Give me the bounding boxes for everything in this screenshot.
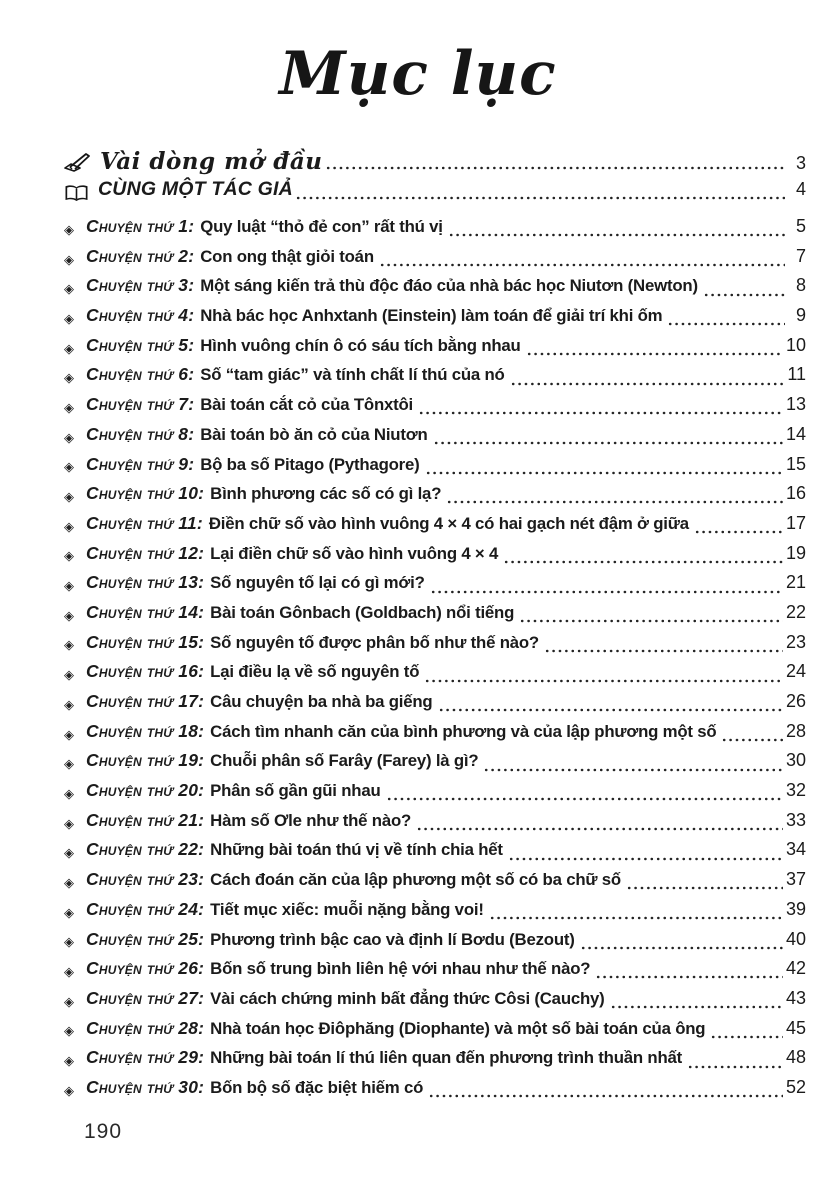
- dot-leader: [610, 988, 783, 1018]
- dot-leader: [687, 1047, 783, 1077]
- toc-entry-page: 22: [785, 601, 806, 622]
- toc-entry-row: [64, 780, 806, 810]
- dot-leader: [721, 721, 783, 751]
- toc-entry-page: 42: [785, 958, 806, 979]
- toc-entry-row: [64, 335, 806, 365]
- toc-entry-prefix: Chuyện thứ 15:: [86, 631, 205, 652]
- toc-entry-row: [64, 929, 806, 959]
- toc-entry-title: Phân số gần gũi nhau: [210, 781, 381, 801]
- dot-leader: [489, 899, 783, 929]
- toc-entry-row: [64, 1047, 806, 1077]
- toc-entry-title: Những bài toán thú vị về tính chia hết: [210, 840, 503, 860]
- diamond-bullet-icon: ◈: [64, 667, 74, 683]
- toc-entry-page: 26: [785, 691, 806, 711]
- toc-entry-row: [64, 869, 806, 899]
- diamond-bullet-icon: ◈: [64, 874, 74, 890]
- toc-entry-page: 7: [795, 245, 806, 266]
- writing-hand-icon: [64, 152, 91, 174]
- toc-entry-page: 39: [785, 898, 806, 919]
- toc-entry-row: [64, 721, 806, 751]
- dot-leader: [379, 246, 785, 276]
- toc-entry-prefix: Chuyện thứ 13:: [86, 572, 205, 593]
- toc-entry-title: Hàm số Ơle như thế nào?: [210, 810, 412, 830]
- toc-entry-title: Câu chuyện ba nhà ba giếng: [210, 692, 433, 711]
- front-matter-list: [64, 148, 806, 208]
- toc-entry-row: [64, 483, 806, 513]
- toc-entry-page: 43: [785, 987, 806, 1008]
- toc-entry-row: [64, 216, 806, 246]
- toc-entry-prefix: Chuyện thứ 21:: [86, 809, 205, 830]
- toc-entry-page: 33: [785, 809, 806, 830]
- toc-entry-page: 24: [785, 661, 806, 682]
- diamond-bullet-icon: ◈: [64, 637, 74, 653]
- toc-entry-prefix: Chuyện thứ 1:: [86, 216, 195, 236]
- toc-entry-prefix: Chuyện thứ 24:: [86, 898, 205, 919]
- toc-entry-row: [64, 305, 806, 335]
- toc-entry-row: [64, 394, 806, 424]
- toc-entry-title: Bình phương các số có gì lạ?: [210, 484, 442, 504]
- diamond-bullet-icon: ◈: [64, 726, 74, 742]
- toc-entry-page: 8: [795, 275, 806, 296]
- diamond-bullet-icon: ◈: [64, 756, 74, 772]
- toc-entry-title: Cách tìm nhanh căn của bình phương và của lập phương một số: [210, 721, 717, 741]
- diamond-bullet-icon: ◈: [64, 993, 74, 1009]
- front-matter-row: [64, 148, 806, 178]
- dot-leader: [519, 602, 783, 632]
- diamond-bullet-icon: ◈: [64, 845, 74, 861]
- toc-entry-prefix: Chuyện thứ 11:: [86, 512, 203, 533]
- toc-entry-row: [64, 691, 806, 721]
- dot-leader: [703, 275, 785, 305]
- toc-entry-page: 19: [785, 542, 806, 563]
- toc-entry-title: Lại điều lạ về số nguyên tố: [210, 662, 420, 682]
- toc-entry-page: 13: [785, 394, 806, 415]
- toc-entry-prefix: Chuyện thứ 4:: [86, 305, 195, 326]
- toc-entry-prefix: Chuyện thứ 19:: [86, 750, 205, 771]
- toc-entry-prefix: Chuyện thứ 8:: [86, 423, 195, 444]
- toc-entry-title: Cách đoán căn của lập phương một số có ba chữ số: [210, 870, 621, 890]
- toc-entry-title: Bốn bộ số đặc biệt hiếm có: [210, 1077, 424, 1097]
- toc-entry-title: Nhà toán học Điôphăng (Diophante) và một số bài toán của ông: [210, 1018, 706, 1038]
- toc-entry-row: [64, 424, 806, 454]
- toc-entry-row: [64, 750, 806, 780]
- toc-entry-row: [64, 632, 806, 662]
- toc-entry-page: 45: [785, 1017, 806, 1038]
- toc-entry-prefix: Chuyện thứ 2:: [86, 245, 195, 266]
- diamond-bullet-icon: ◈: [64, 429, 74, 445]
- toc-entry-title: Bài toán cắt cỏ của Tônxtôi: [200, 395, 414, 415]
- diamond-bullet-icon: ◈: [64, 518, 74, 534]
- dot-leader: [544, 632, 783, 662]
- toc-entry-prefix: Chuyện thứ 5:: [86, 334, 195, 355]
- toc-entry-page: 10: [785, 334, 806, 355]
- toc-entry-prefix: Chuyện thứ 20:: [86, 780, 205, 801]
- toc-entry-row: [64, 1018, 806, 1048]
- toc-entry-page: 11: [787, 364, 806, 385]
- toc-entry-prefix: Chuyện thứ 22:: [86, 839, 205, 860]
- front-matter-page: 3: [795, 153, 806, 173]
- toc-entry-title: Nhà bác học Anhxtanh (Einstein) làm toán để giải trí khi ốm: [200, 306, 663, 326]
- toc-entry-row: [64, 513, 806, 543]
- toc-entry-prefix: Chuyện thứ 27:: [86, 987, 205, 1008]
- toc-entry-title: Lại điền chữ số vào hình vuông 4 × 4: [210, 543, 499, 563]
- toc-entry-title: Điền chữ số vào hình vuông 4 × 4 có hai gạch nét đậm ở giữa: [208, 513, 689, 533]
- toc-entry-page: 16: [785, 483, 806, 504]
- dot-leader: [430, 572, 783, 602]
- toc-entry-row: [64, 988, 806, 1018]
- dot-leader: [526, 335, 783, 365]
- toc-entry-title: Bốn số trung bình liên hệ với nhau như thế nào?: [210, 959, 591, 979]
- toc-entry-page: 40: [785, 928, 806, 949]
- dot-leader: [438, 691, 783, 721]
- dot-leader: [428, 1077, 783, 1107]
- diamond-bullet-icon: ◈: [64, 399, 74, 415]
- table-of-contents: [64, 148, 806, 1107]
- toc-entry-page: 15: [785, 453, 806, 474]
- page-title: Mục lục: [279, 39, 557, 109]
- front-matter-row: [64, 178, 806, 208]
- diamond-bullet-icon: ◈: [64, 815, 74, 831]
- toc-entry-title: Bài toán Gônbach (Goldbach) nổi tiếng: [210, 602, 515, 622]
- diamond-bullet-icon: ◈: [64, 904, 74, 920]
- toc-entry-title: Vài cách chứng minh bất đẳng thức Côsi (Cauchy): [210, 988, 605, 1008]
- dot-leader: [386, 780, 783, 810]
- toc-entry-row: [64, 602, 806, 632]
- toc-entry-page: 37: [785, 869, 806, 890]
- front-matter-label: CÙNG MỘT TÁC GIẢ: [98, 178, 293, 200]
- diamond-bullet-icon: ◈: [64, 221, 74, 237]
- toc-entry-title: Bộ ba số Pitago (Pythagore): [200, 454, 420, 474]
- dot-leader: [580, 929, 783, 959]
- toc-entry-title: Bài toán bò ăn cỏ của Niutơn: [200, 424, 428, 444]
- toc-entry-title: Chuỗi phân số Farây (Farey) là gì?: [210, 751, 479, 771]
- dot-leader: [483, 750, 783, 780]
- diamond-bullet-icon: ◈: [64, 251, 74, 267]
- diamond-bullet-icon: ◈: [64, 281, 74, 297]
- toc-entry-title: Số nguyên tố được phân bố như thế nào?: [210, 632, 539, 652]
- toc-entry-prefix: Chuyện thứ 12:: [86, 542, 205, 563]
- toc-entry-prefix: Chuyện thứ 28:: [86, 1017, 205, 1038]
- toc-entry-page: 32: [785, 780, 806, 801]
- toc-entry-row: [64, 839, 806, 869]
- front-matter-page: 4: [795, 179, 806, 199]
- diamond-bullet-icon: ◈: [64, 310, 74, 326]
- toc-entry-page: 28: [785, 720, 806, 741]
- diamond-bullet-icon: ◈: [64, 548, 74, 564]
- dot-leader: [710, 1018, 783, 1048]
- toc-entry-title: Hình vuông chín ô có sáu tích bằng nhau: [200, 335, 521, 355]
- toc-entry-prefix: Chuyện thứ 18:: [86, 720, 205, 741]
- diamond-bullet-icon: ◈: [64, 1053, 74, 1069]
- toc-entry-prefix: Chuyện thứ 6:: [86, 364, 195, 385]
- dot-leader: [626, 869, 783, 899]
- dot-leader: [425, 454, 783, 484]
- toc-entry-prefix: Chuyện thứ 23:: [86, 869, 205, 890]
- toc-entry-row: [64, 958, 806, 988]
- dot-leader: [295, 178, 785, 208]
- toc-entry-page: 30: [785, 750, 806, 771]
- toc-entry-page: 21: [785, 572, 806, 593]
- toc-entry-row: [64, 364, 806, 394]
- diamond-bullet-icon: ◈: [64, 964, 74, 980]
- dot-leader: [416, 810, 783, 840]
- dot-leader: [595, 958, 783, 988]
- toc-entry-page: 48: [785, 1047, 806, 1068]
- dot-leader: [448, 216, 785, 246]
- toc-entry-title: Số nguyên tố lại có gì mới?: [210, 573, 425, 593]
- dot-leader: [446, 483, 783, 513]
- toc-entry-row: [64, 246, 806, 276]
- diamond-bullet-icon: ◈: [64, 370, 74, 386]
- diamond-bullet-icon: ◈: [64, 696, 74, 712]
- dot-leader: [424, 661, 783, 691]
- page-number: 190: [84, 1120, 123, 1143]
- toc-entry-prefix: Chuyện thứ 26:: [86, 958, 205, 979]
- toc-entry-row: [64, 899, 806, 929]
- toc-entry-title: Quy luật “thỏ đẻ con” rất thú vị: [200, 217, 443, 236]
- dot-leader: [433, 424, 783, 454]
- diamond-bullet-icon: ◈: [64, 607, 74, 623]
- toc-entry-title: Số “tam giác” và tính chất lí thú của nó: [200, 365, 505, 385]
- toc-entry-page: 17: [785, 512, 806, 533]
- dot-leader: [508, 839, 783, 869]
- dot-leader: [503, 543, 783, 573]
- open-book-icon: [64, 184, 89, 203]
- toc-entry-row: [64, 543, 806, 573]
- diamond-bullet-icon: ◈: [64, 1023, 74, 1039]
- toc-entry-page: 52: [785, 1076, 806, 1097]
- toc-entry-prefix: Chuyện thứ 17:: [86, 691, 205, 711]
- toc-entry-page: 34: [785, 839, 806, 860]
- toc-entry-row: [64, 454, 806, 484]
- toc-entry-row: [64, 275, 806, 305]
- toc-entry-title: Một sáng kiến trả thù độc đáo của nhà bác học Niutơn (Newton): [200, 276, 698, 296]
- diamond-bullet-icon: ◈: [64, 785, 74, 801]
- dot-leader: [325, 148, 785, 178]
- toc-entry-prefix: Chuyện thứ 25:: [86, 928, 205, 949]
- toc-entry-page: 9: [795, 305, 806, 326]
- toc-entry-page: 14: [785, 423, 806, 444]
- dot-leader: [510, 364, 785, 394]
- toc-entry-prefix: Chuyện thứ 7:: [86, 394, 195, 415]
- front-matter-label: Vài dòng mở đầu: [100, 148, 323, 175]
- toc-entry-page: 23: [785, 631, 806, 652]
- diamond-bullet-icon: ◈: [64, 934, 74, 950]
- toc-entry-prefix: Chuyện thứ 10:: [86, 483, 205, 504]
- chapter-list: [64, 216, 806, 1107]
- toc-entry-prefix: Chuyện thứ 30:: [86, 1076, 205, 1097]
- toc-entry-prefix: Chuyện thứ 9:: [86, 453, 195, 474]
- toc-entry-title: Con ong thật giỏi toán: [200, 246, 374, 266]
- diamond-bullet-icon: ◈: [64, 1082, 74, 1098]
- diamond-bullet-icon: ◈: [64, 578, 74, 594]
- toc-entry-prefix: Chuyện thứ 3:: [86, 275, 195, 296]
- diamond-bullet-icon: ◈: [64, 459, 74, 475]
- toc-entry-row: [64, 661, 806, 691]
- toc-entry-prefix: Chuyện thứ 16:: [86, 661, 205, 682]
- toc-entry-title: Những bài toán lí thú liên quan đến phương trình thuần nhất: [210, 1048, 683, 1068]
- toc-entry-title: Phương trình bậc cao và định lí Bơdu (Bezout): [210, 929, 575, 949]
- toc-entry-page: 5: [795, 216, 806, 236]
- toc-entry-row: [64, 572, 806, 602]
- toc-entry-prefix: Chuyện thứ 29:: [86, 1047, 205, 1068]
- toc-entry-title: Tiết mục xiếc: muỗi nặng bằng voi!: [210, 899, 484, 919]
- toc-entry-row: [64, 1077, 806, 1107]
- toc-entry-row: [64, 810, 806, 840]
- diamond-bullet-icon: ◈: [64, 340, 74, 356]
- dot-leader: [694, 513, 783, 543]
- dot-leader: [667, 305, 785, 335]
- dot-leader: [418, 394, 783, 424]
- diamond-bullet-icon: ◈: [64, 489, 74, 505]
- toc-entry-prefix: Chuyện thứ 14:: [86, 601, 205, 622]
